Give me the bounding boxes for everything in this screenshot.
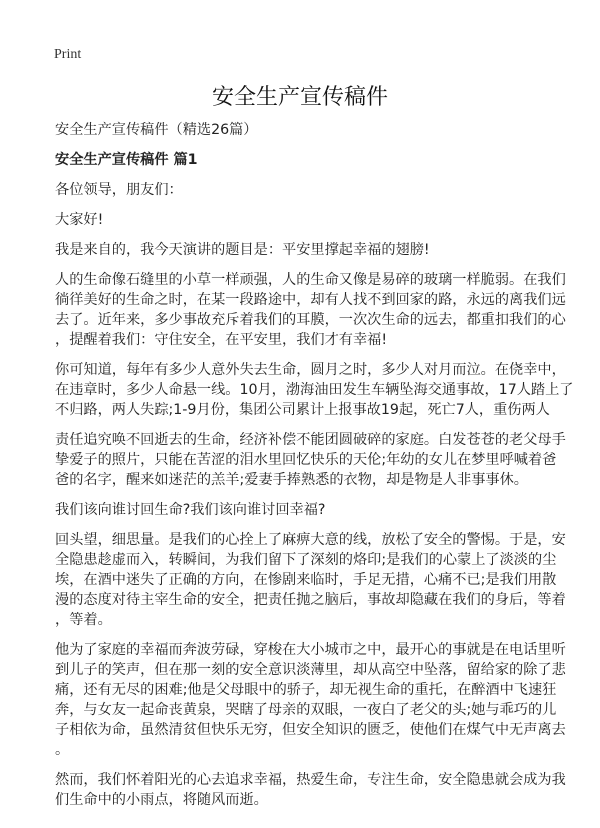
paragraph-line: 全隐患趁虚而入，转瞬间，为我们留下了深刻的烙印;是我们的心蒙上了淡淡的尘 xyxy=(55,552,557,568)
paragraph-line: 责任追究唤不回逝去的生命，经济补偿不能团圆破碎的家庭。白发苍苍的老父母手 xyxy=(55,432,566,448)
paragraph-line: 漫的态度对待主宰生命的安全，把责任抛之脑后，事故却隐藏在我们的身后，等着 xyxy=(55,592,566,608)
paragraph xyxy=(55,180,565,200)
paragraph-line: 徜徉美好的生命之时，在某一段路途中，却有人找不到回家的路，永远的离我们远 xyxy=(55,292,566,308)
paragraph-line: ，提醒着我们：守住安全，在平安里，我们才有幸福! xyxy=(55,332,388,348)
paragraph-line: 不归路，两人失踪;1-9月份，集团公司累计上报事故19起，死亡7人，重伤两人 xyxy=(55,402,550,418)
paragraph-line: 回头望，细思量。是我们的心拴上了麻痹大意的线，放松了安全的警惕。于是，安 xyxy=(55,532,566,548)
paragraph-line: 爸的名字，醒来如迷茫的羔羊;爱妻手捧熟悉的衣物，却是物是人非事事休。 xyxy=(55,472,528,488)
paragraph-line: 子相依为命，虽然清贫但快乐无穷，但安全知识的匮乏，使他们在煤气中无声离去 xyxy=(55,722,566,738)
paragraph-line: 我是来自的，我今天演讲的题目是：平安里撑起幸福的翅膀! xyxy=(55,242,430,258)
paragraphs xyxy=(55,180,574,810)
paragraph xyxy=(55,430,565,490)
document-body xyxy=(55,120,574,820)
paragraph xyxy=(55,240,565,260)
paragraph xyxy=(55,640,565,760)
paragraph xyxy=(55,270,565,350)
paragraph-line: 然而，我们怀着阳光的心去追求幸福，热爱生命，专注生命，安全隐患就会成为我 xyxy=(55,772,566,788)
paragraph-line: 去了。近年来，多少事故充斥着我们的耳膜，一次次生命的远去，都重扣我们的心 xyxy=(55,312,566,328)
paragraph-line: 人的生命像石缝里的小草一样顽强，人的生命又像是易碎的玻璃一样脆弱。在我们 xyxy=(55,272,566,288)
paragraph-line: 挚爱子的照片，只能在苦涩的泪水里回忆快乐的天伦;年幼的女儿在梦里呼喊着爸 xyxy=(55,452,557,468)
paragraph xyxy=(55,210,565,230)
page-title: 安全生产宣传稿件 xyxy=(211,85,388,110)
paragraph-line: 他为了家庭的幸福而奔波劳碌，穿梭在大小城市之中，最开心的事就是在电话里听 xyxy=(55,642,566,658)
paragraph-line: 我们该向谁讨回生命?我们该向谁讨回幸福? xyxy=(55,502,326,518)
paragraph-line: 。 xyxy=(55,742,70,758)
paragraph-line: 到儿子的笑声，但在那一刻的安全意识淡薄里，却从高空中坠落，留给家的除了悲 xyxy=(55,662,566,678)
print-link[interactable]: Print xyxy=(54,47,82,62)
paragraph xyxy=(55,500,565,520)
paragraph-line: ，等着。 xyxy=(55,612,112,628)
paragraph-line: 各位领导，朋友们： xyxy=(55,182,183,198)
paragraph-line: 痛，还有无尽的困难;他是父母眼中的骄子，却无视生命的重托，在醉酒中飞速狂 xyxy=(55,682,557,698)
paragraph xyxy=(55,360,574,420)
paragraph-line: 奔，与女友一起命丧黄泉，哭瞎了母亲的双眼，一夜白了老父的头;她与乖巧的儿 xyxy=(55,702,557,718)
paragraph-line: 在违章时，多少人命悬一线。10月，渤海油田发生车辆坠海交通事故，17人踏上了 xyxy=(55,382,574,398)
section-heading: 安全生产宣传稿件 篇1 xyxy=(55,152,198,168)
subtitle: 安全生产宣传稿件（精选26篇） xyxy=(55,122,258,138)
paragraph-line: 大家好! xyxy=(55,212,104,228)
paragraph-line: 你可知道，每年有多少人意外失去生命，圆月之时，多少人对月而泣。在侥幸中， xyxy=(55,362,566,378)
paragraph xyxy=(55,770,565,810)
paragraph-line: 们生命中的小雨点，将随风而逝。 xyxy=(55,792,268,808)
paragraph xyxy=(55,530,565,630)
paragraph-line: 埃，在酒中迷失了正确的方向，在惨剧来临时，手足无措，心痛不已;是我们用散 xyxy=(55,572,557,588)
